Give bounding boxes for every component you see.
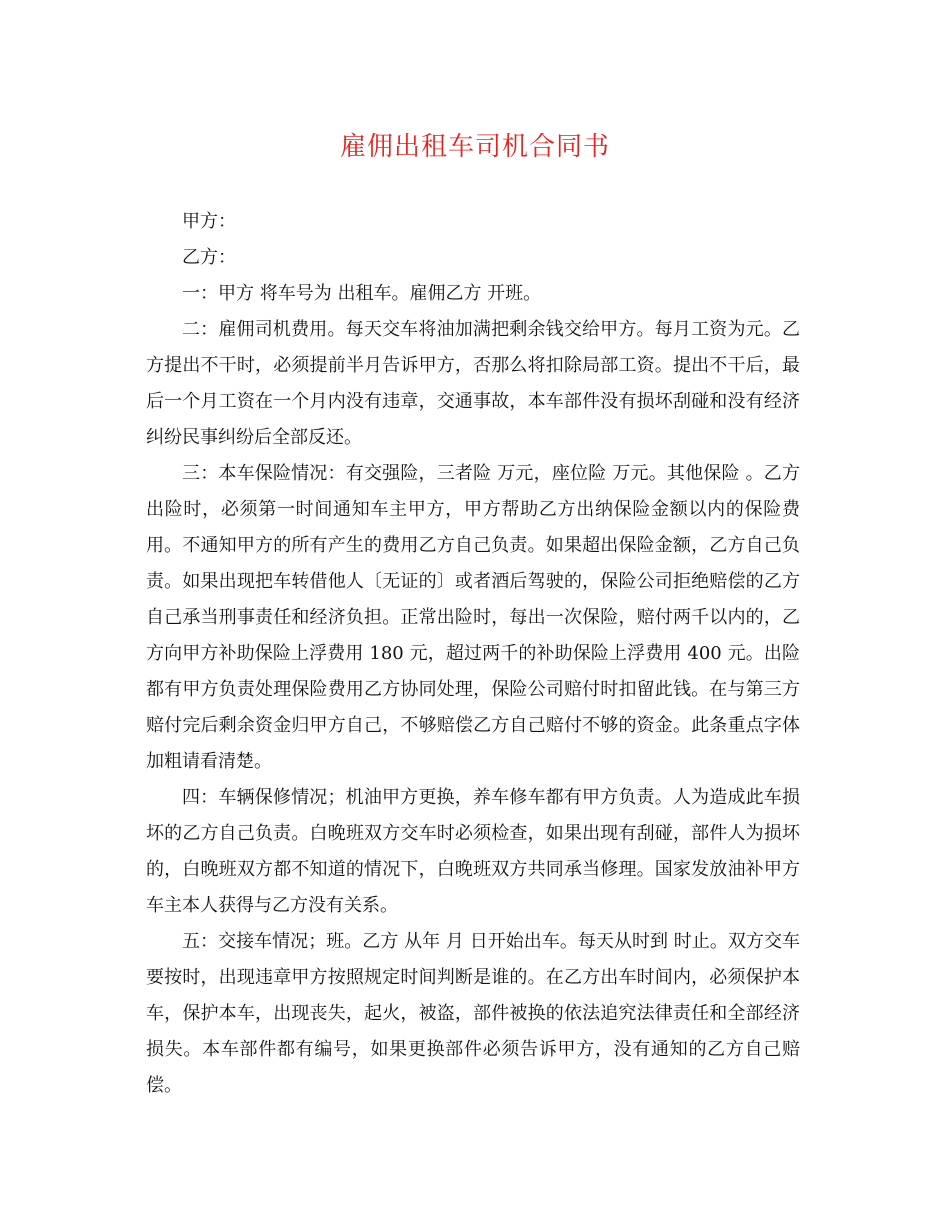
clause-2-driver-fees: 二：雇佣司机费用。每天交车将油加满把剩余钱交给甲方。每月工资为元。乙方提出不干时，必须提前半月告诉甲方，否那么将扣除局部工资。提出不干后，最后一个月工资在一个月内没有违章，交通事故，本车部件没有损坏刮碰和没有经济纠纷民事纠纷后全部反还。 [146,319,800,448]
party-a-line: 甲方： [182,211,236,232]
clause-5-handover: 五：交接车情况；班。乙方 从年 月 日开始出车。每天从时到 时止。双方交车要按时，出现违章甲方按照规定时间判断是谁的。在乙方出车时间内，必须保护本车，保护本车，出现丧失，起火，被盗，部件被换的依法追究法律责任和全部经济损失。本车部件都有编号，如果更换部件必须告诉甲方，没有通知的乙方自己赔偿。 [146,931,800,1096]
clause-4-maintenance: 四：车辆保修情况；机油甲方更换，养车修车都有甲方负责。人为造成此车损坏的乙方自己负责。白晚班双方交车时必须检查，如果出现有刮碰，部件人为损坏的，白晚班双方都不知道的情况下，白晚班双方共同承当修理。国家发放油补甲方车主本人获得与乙方没有关系。 [146,787,800,916]
document-title: 雇佣出租车司机合同书 [339,132,610,162]
document-body [146,204,800,1104]
clause-3-insurance: 三：本车保险情况：有交强险，三者险 万元，座位险 万元。其他保险 。乙方出险时，必须第一时间通知车主甲方，甲方帮助乙方出纳保险金额以内的保险费用。不通知甲方的所有产生的费用乙方自己负责。如果超出保险金额，乙方自己负责。如果出现把车转借他人〔无证的〕或者酒后驾驶的，保险公司拒绝赔偿的乙方自己承当刑事责任和经济负担。正常出险时，每出一次保险，赔付两千以内的，乙方向甲方补助保险上浮费用 180 元，超过两千的补助保险上浮费用 400 元。出险都有甲方负责处理保险费用乙方协同处理，保险公司赔付时扣留此钱。在与第三方赔付完后剩余资金归甲方自己，不够赔偿乙方自己赔付不够的资金。此条重点字体加粗请看清楚。 [146,463,800,772]
party-b-line: 乙方： [182,247,236,268]
clause-1: 一：甲方 将车号为 出租车。雇佣乙方 开班。 [182,283,542,304]
